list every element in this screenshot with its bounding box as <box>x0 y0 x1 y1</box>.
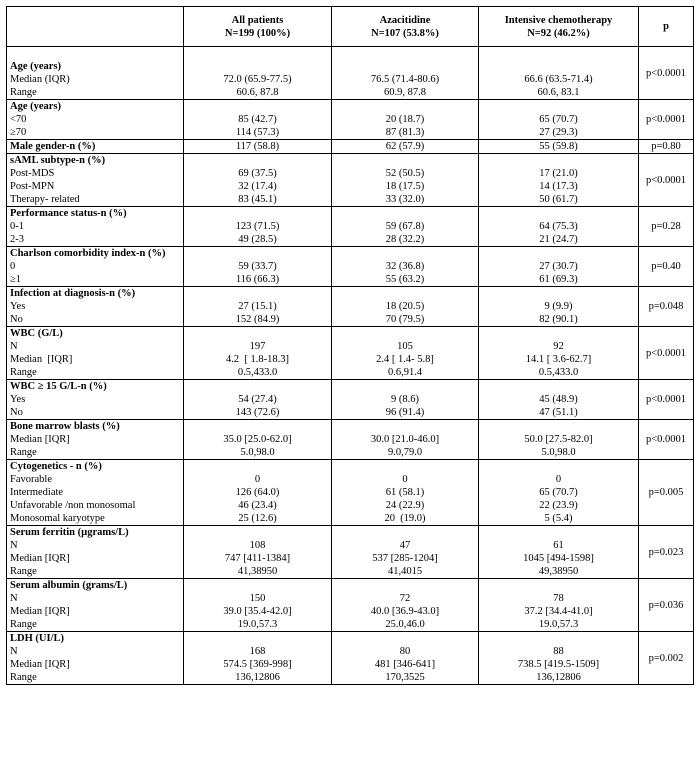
section-title: LDH (UI/L) <box>10 633 64 644</box>
row-label-cell <box>7 526 184 579</box>
spacer-line <box>332 526 478 539</box>
spacer-line <box>184 526 331 539</box>
cell-value: 87 (81.3) <box>385 127 425 138</box>
row-label-cell <box>7 247 184 287</box>
header-p-value: p <box>639 7 694 47</box>
cell-value: 72 <box>399 593 411 604</box>
cell-value: 59 (67.8) <box>385 221 425 232</box>
spacer-line <box>184 327 331 340</box>
cell-value: 20 (18.7) <box>385 114 425 125</box>
value-cell-3 <box>479 460 639 526</box>
header-label-cell <box>7 7 184 47</box>
cell-value: 85 (42.7) <box>238 114 277 125</box>
value-cell-1 <box>184 100 332 140</box>
cell-value: 114 (57.3) <box>235 127 280 138</box>
table-row <box>7 526 694 579</box>
cell-value: 70 (79.5) <box>385 314 425 325</box>
cell-value: 62 (57.9) <box>385 141 425 152</box>
spacer-line <box>479 579 638 592</box>
cell-value: 197 <box>249 341 266 352</box>
value-cell-2 <box>332 632 479 685</box>
value-cell-1 <box>184 460 332 526</box>
row-label: ≥70 <box>10 127 27 138</box>
cell-value: 30.0 [21.0-46.0] <box>370 434 440 445</box>
row-label: Monosomal karyotype <box>10 513 105 524</box>
row-label: N <box>10 540 18 551</box>
cell-value: 537 [285-1204] <box>372 553 438 564</box>
value-cell-3 <box>479 140 639 154</box>
row-label: 2-3 <box>10 234 24 245</box>
value-cell-1 <box>184 579 332 632</box>
section-title: Bone marrow blasts (%) <box>10 421 120 432</box>
cell-value: 152 (84.9) <box>235 314 280 325</box>
table-row <box>7 247 694 287</box>
row-label-cell <box>7 460 184 526</box>
header-azacitidine: Azacitidine N=107 (53.8%) <box>332 7 479 47</box>
cell-value: 32 (36.8) <box>385 261 425 272</box>
value-cell-2 <box>332 207 479 247</box>
row-label: No <box>10 407 23 418</box>
value-cell-1 <box>184 154 332 207</box>
cell-value: 2.4 [ 1.4- 5.8] <box>376 354 434 365</box>
spacer-line <box>332 460 478 473</box>
value-cell-2 <box>332 100 479 140</box>
cell-value: 5 (5.4) <box>544 513 573 524</box>
cell-value: 747 [411-1384] <box>224 553 291 564</box>
cell-value: 60.6, 87.8 <box>236 87 279 98</box>
value-cell-1 <box>184 207 332 247</box>
row-label: Favorable <box>10 474 52 485</box>
spacer-line <box>184 100 331 113</box>
row-label: Therapy- related <box>10 194 80 205</box>
cell-value: 65 (70.7) <box>539 114 578 125</box>
cell-value: 0 <box>402 474 408 485</box>
cell-value: 55 (63.2) <box>385 274 425 285</box>
value-cell-2 <box>332 47 479 100</box>
spacer-line <box>332 287 478 300</box>
cell-value: 46 (23.4) <box>238 500 277 511</box>
cell-value: 136,12806 <box>536 672 581 683</box>
spacer-line <box>184 420 331 433</box>
cell-value: 19.0,57.3 <box>237 619 278 630</box>
spacer-line <box>479 327 638 340</box>
spacer-line <box>332 380 478 393</box>
value-cell-1 <box>184 140 332 154</box>
spacer-line <box>332 60 478 73</box>
value-cell-2 <box>332 247 479 287</box>
p-value-cell: p<0.0001 <box>639 327 694 380</box>
table-row <box>7 327 694 380</box>
cell-value: 19.0,57.3 <box>538 619 579 630</box>
cell-value: 21 (24.7) <box>539 234 578 245</box>
cell-value: 92 <box>553 341 564 352</box>
cell-value: 47 <box>399 540 411 551</box>
cell-value: 80 <box>399 646 411 657</box>
cell-value: 88 <box>553 646 564 657</box>
cell-value: 60.9, 87.8 <box>384 87 426 98</box>
row-label: Median [IQR] <box>10 434 70 445</box>
cell-value: 41,4015 <box>387 566 423 577</box>
spacer-line <box>184 632 331 645</box>
p-value-cell: p<0.0001 <box>639 154 694 207</box>
cell-value: 60.6, 83.1 <box>537 87 580 98</box>
cell-value: 78 <box>553 593 564 604</box>
row-label: N <box>10 341 18 352</box>
cell-value: 116 (66.3) <box>235 274 280 285</box>
table-row <box>7 460 694 526</box>
spacer-line <box>184 60 331 73</box>
row-label: Median [IQR] <box>10 553 70 564</box>
row-label: N <box>10 646 18 657</box>
value-cell-2 <box>332 579 479 632</box>
section-title: WBC (G/L) <box>10 328 63 339</box>
value-cell-1 <box>184 247 332 287</box>
row-label: Post-MPN <box>10 181 55 192</box>
spacer-line <box>479 154 638 167</box>
row-label: Median (IQR) <box>10 74 70 85</box>
cell-value: 27 (15.1) <box>238 301 277 312</box>
cell-value: 50 (61.7) <box>539 194 578 205</box>
p-value-cell: p<0.0001 <box>639 47 694 100</box>
value-cell-1 <box>184 632 332 685</box>
spacer-line <box>184 287 331 300</box>
value-cell-1 <box>184 380 332 420</box>
cell-value: 52 (50.5) <box>385 168 425 179</box>
table-row <box>7 420 694 460</box>
row-label-cell <box>7 287 184 327</box>
cell-value: 64 (75.3) <box>539 221 578 232</box>
spacer-line <box>184 579 331 592</box>
p-value-cell: p<0.0001 <box>639 100 694 140</box>
cell-value: 9 (8.6) <box>391 394 419 405</box>
spacer-line <box>332 154 478 167</box>
value-cell-3 <box>479 247 639 287</box>
cell-value: 76.5 (71.4-80.6) <box>370 74 440 85</box>
row-label-cell <box>7 420 184 460</box>
spacer-line <box>479 100 638 113</box>
row-label-cell <box>7 47 184 100</box>
value-cell-1 <box>184 526 332 579</box>
value-cell-3 <box>479 327 639 380</box>
section-title: Serum albumin (grams/L) <box>10 580 128 591</box>
spacer-line <box>332 100 478 113</box>
cell-value: 49,38950 <box>538 566 579 577</box>
cell-value: 49 (28.5) <box>238 234 277 245</box>
cell-value: 59 (33.7) <box>238 261 277 272</box>
cell-value: 170,3525 <box>385 672 425 683</box>
section-title: sAML subtype-n (%) <box>10 155 106 166</box>
row-label-cell <box>7 207 184 247</box>
spacer-line <box>332 247 478 260</box>
p-value-cell: p=0.036 <box>639 579 694 632</box>
cell-value: 126 (64.0) <box>235 487 280 498</box>
value-cell-2 <box>332 154 479 207</box>
section-title: Charlson comorbidity index-n (%) <box>10 248 166 259</box>
cell-value: 69 (37.5) <box>238 168 277 179</box>
value-cell-2 <box>332 287 479 327</box>
value-cell-1 <box>184 327 332 380</box>
cell-value: 14.1 [ 3.6-62.7] <box>525 354 592 365</box>
cell-value: 61 <box>553 540 564 551</box>
table-row <box>7 100 694 140</box>
row-label: No <box>10 314 23 325</box>
cell-value: 61 (69.3) <box>539 274 578 285</box>
header-row <box>7 7 694 47</box>
row-label-cell <box>7 632 184 685</box>
spacer-line <box>332 327 478 340</box>
spacer-line <box>479 420 638 433</box>
cell-value: 18 (20.5) <box>385 301 425 312</box>
p-value-cell: p<0.0001 <box>639 380 694 420</box>
cell-value: 4.2 [ 1.8-18.3] <box>226 354 289 365</box>
row-label: Range <box>10 619 37 630</box>
cell-value: 0 <box>555 474 562 485</box>
value-cell-2 <box>332 327 479 380</box>
spacer-line <box>479 287 638 300</box>
cell-value: 150 <box>249 593 266 604</box>
spacer-line <box>184 247 331 260</box>
p-value-cell: p=0.005 <box>639 460 694 526</box>
cell-value: 5.0,98.0 <box>541 447 576 458</box>
p-value-cell: p=0.023 <box>639 526 694 579</box>
cell-value: 32 (17.4) <box>238 181 277 192</box>
row-label: ≥1 <box>10 274 22 285</box>
spacer-line <box>184 380 331 393</box>
value-cell-2 <box>332 420 479 460</box>
cell-value: 0.5,433.0 <box>538 367 579 378</box>
spacer-line <box>479 526 638 539</box>
cell-value: 123 (71.5) <box>235 221 280 232</box>
section-title: Performance status-n (%) <box>10 208 127 219</box>
cell-value: 17 (21.0) <box>539 168 578 179</box>
table-row <box>7 632 694 685</box>
cell-value: 20 (19.0) <box>384 513 426 524</box>
cell-value: 83 (45.1) <box>238 194 277 205</box>
cell-value: 22 (23.9) <box>539 500 578 511</box>
row-label: Range <box>10 447 37 458</box>
table-row <box>7 47 694 100</box>
spacer-line <box>479 460 638 473</box>
cell-value: 54 (27.4) <box>238 394 277 405</box>
section-title: Age (years) <box>10 61 62 72</box>
value-cell-2 <box>332 460 479 526</box>
spacer-line <box>332 420 478 433</box>
p-value-cell: p=0.40 <box>639 247 694 287</box>
value-cell-3 <box>479 380 639 420</box>
spacer-line <box>479 632 638 645</box>
cell-value: 574.5 [369-998] <box>223 659 292 670</box>
cell-value: 18 (17.5) <box>385 181 425 192</box>
spacer-line <box>479 60 638 73</box>
spacer-line <box>479 247 638 260</box>
row-label: 0-1 <box>10 221 24 232</box>
value-cell-3 <box>479 632 639 685</box>
row-label-cell <box>7 100 184 140</box>
row-label: Range <box>10 367 37 378</box>
spacer-line <box>10 47 183 60</box>
value-cell-1 <box>184 287 332 327</box>
table-row <box>7 154 694 207</box>
row-label-cell <box>7 380 184 420</box>
row-label-cell <box>7 327 184 380</box>
cell-value: 481 [346-641] <box>374 659 436 670</box>
table-row <box>7 579 694 632</box>
cell-value: 738.5 [419.5-1509] <box>517 659 600 670</box>
value-cell-1 <box>184 420 332 460</box>
spacer-line <box>184 460 331 473</box>
cell-value: 168 <box>249 646 266 657</box>
cell-value: 65 (70.7) <box>539 487 578 498</box>
cell-value: 0.5,433.0 <box>237 367 278 378</box>
cell-value: 0 <box>254 474 261 485</box>
row-label: Yes <box>10 301 26 312</box>
cell-value: 33 (32.0) <box>385 194 425 205</box>
spacer-line <box>184 47 331 60</box>
cell-value: 45 (48.9) <box>539 394 578 405</box>
p-value-cell: p=0.048 <box>639 287 694 327</box>
cell-value: 39.0 [35.4-42.0] <box>223 606 292 617</box>
row-label: Post-MDS <box>10 168 55 179</box>
value-cell-2 <box>332 380 479 420</box>
row-label: Intermediate <box>10 487 64 498</box>
section-title: WBC ≥ 15 G/L-n (%) <box>10 381 107 392</box>
cell-value: 27 (30.7) <box>539 261 578 272</box>
cell-value: 66.6 (63.5-71.4) <box>524 74 593 85</box>
spacer-line <box>332 579 478 592</box>
value-cell-3 <box>479 287 639 327</box>
spacer-line <box>332 632 478 645</box>
cell-value: 55 (59.8) <box>539 141 578 152</box>
spacer-line <box>479 207 638 220</box>
section-title: Male gender-n (%) <box>10 141 96 152</box>
table-wrapper <box>6 6 694 685</box>
value-cell-2 <box>332 140 479 154</box>
cell-value: 37.2 [34.4-41.0] <box>524 606 593 617</box>
patient-characteristics-table <box>6 6 694 685</box>
value-cell-3 <box>479 100 639 140</box>
row-label: N <box>10 593 18 604</box>
cell-value: 143 (72.6) <box>235 407 280 418</box>
p-value-cell: p<0.0001 <box>639 420 694 460</box>
cell-value: 9.0,79.0 <box>387 447 423 458</box>
cell-value: 5.0,98.0 <box>240 447 275 458</box>
table-row <box>7 380 694 420</box>
cell-value: 1045 [494-1598] <box>523 553 594 564</box>
table-body <box>7 47 694 685</box>
row-label: 0 <box>10 261 16 272</box>
row-label: <70 <box>10 114 27 125</box>
cell-value: 27 (29.3) <box>539 127 578 138</box>
row-label: Unfavorable /non monosomal <box>10 500 136 511</box>
header-intensive-chemotherapy: Intensive chemotherapy N=92 (46.2%) <box>479 7 639 47</box>
spacer-line <box>479 380 638 393</box>
value-cell-3 <box>479 47 639 100</box>
cell-value: 96 (91.4) <box>385 407 425 418</box>
cell-value: 50.0 [27.5-82.0] <box>524 434 593 445</box>
table-row <box>7 287 694 327</box>
value-cell-3 <box>479 207 639 247</box>
cell-value: 0.6,91.4 <box>387 367 423 378</box>
section-title: Cytogenetics - n (%) <box>10 461 102 472</box>
cell-value: 47 (51.1) <box>539 407 578 418</box>
cell-value: 82 (90.1) <box>539 314 578 325</box>
spacer-line <box>184 154 331 167</box>
value-cell-2 <box>332 526 479 579</box>
row-label: Median [IQR] <box>10 659 70 670</box>
value-cell-3 <box>479 420 639 460</box>
row-label: Median [IQR] <box>10 606 70 617</box>
row-label-cell <box>7 154 184 207</box>
value-cell-3 <box>479 579 639 632</box>
cell-value: 40.0 [36.9-43.0] <box>370 606 440 617</box>
value-cell-1 <box>184 47 332 100</box>
p-value-cell: p=0.80 <box>639 140 694 154</box>
spacer-line <box>332 47 478 60</box>
cell-value: 25 (12.6) <box>238 513 277 524</box>
cell-value: 14 (17.3) <box>539 181 578 192</box>
section-title: Infection at diagnosis-n (%) <box>10 288 136 299</box>
cell-value: 72.0 (65.9-77.5) <box>223 74 292 85</box>
p-value-cell: p=0.28 <box>639 207 694 247</box>
value-cell-3 <box>479 526 639 579</box>
cell-value: 136,12806 <box>235 672 280 683</box>
cell-value: 28 (32.2) <box>385 234 425 245</box>
cell-value: 41,38950 <box>237 566 278 577</box>
row-label: Median [IQR] <box>10 354 73 365</box>
cell-value: 108 <box>249 540 266 551</box>
header-all-patients: All patients N=199 (100%) <box>184 7 332 47</box>
cell-value: 117 (58.8) <box>235 141 280 152</box>
spacer-line <box>332 207 478 220</box>
cell-value: 61 (58.1) <box>385 487 425 498</box>
p-value-cell: p=0.002 <box>639 632 694 685</box>
row-label: Range <box>10 566 37 577</box>
spacer-line <box>479 47 638 60</box>
row-label-cell <box>7 579 184 632</box>
cell-value: 25.0,46.0 <box>385 619 425 630</box>
row-label: Range <box>10 87 37 98</box>
section-title: Serum ferritin (µgrams/L) <box>10 527 129 538</box>
cell-value: 35.0 [25.0-62.0] <box>223 434 292 445</box>
row-label: Range <box>10 672 37 683</box>
spacer-line <box>184 207 331 220</box>
table-row <box>7 140 694 154</box>
row-label: Yes <box>10 394 26 405</box>
cell-value: 105 <box>397 341 413 352</box>
cell-value: 24 (22.9) <box>385 500 425 511</box>
row-label-cell <box>7 140 184 154</box>
table-row <box>7 207 694 247</box>
section-title: Age (years) <box>10 101 62 112</box>
cell-value: 9 (9.9) <box>544 301 573 312</box>
value-cell-3 <box>479 154 639 207</box>
